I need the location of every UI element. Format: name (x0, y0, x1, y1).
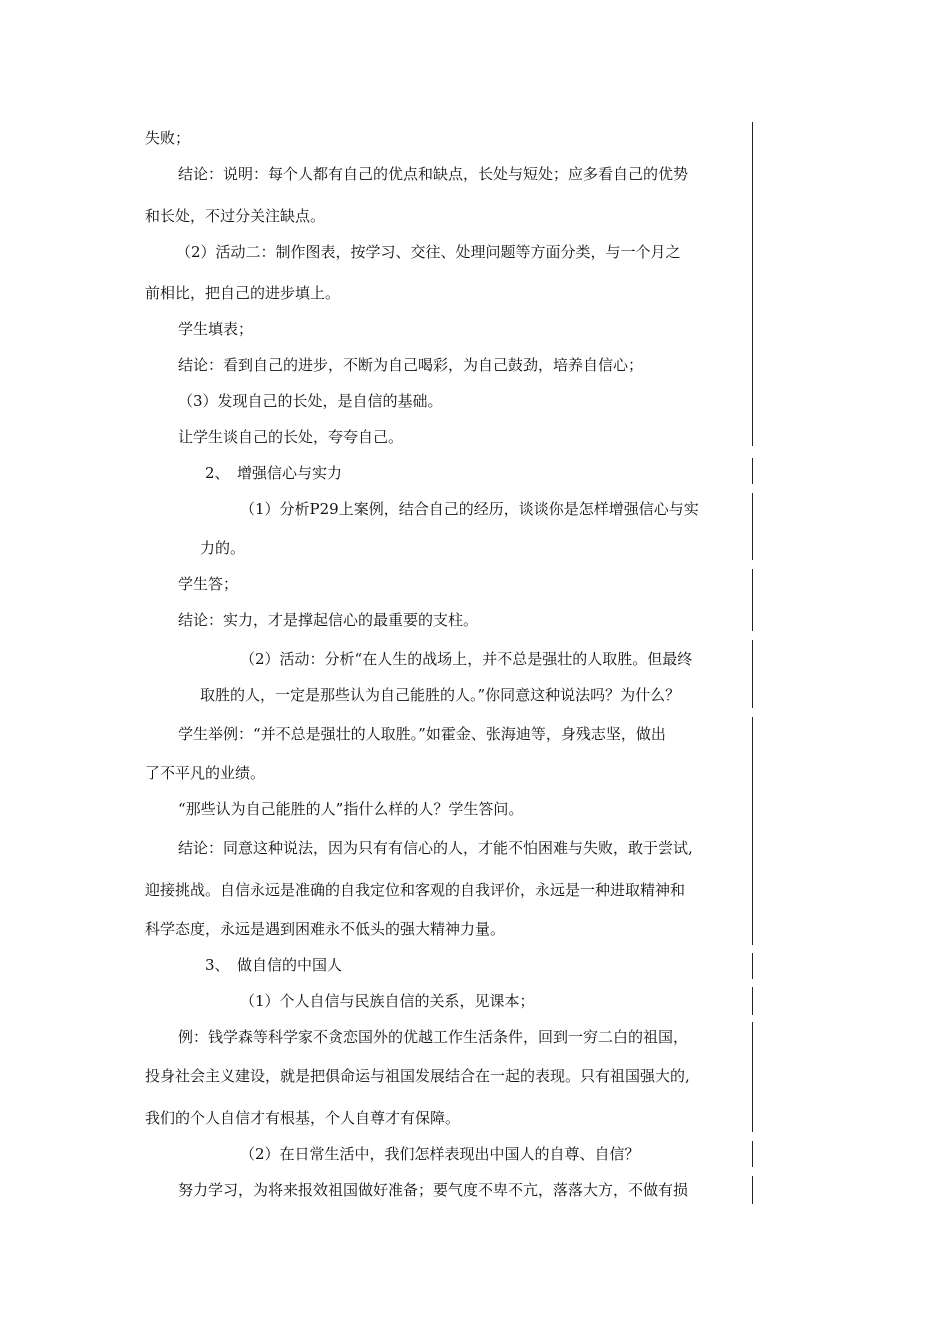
border-segment (752, 717, 753, 945)
text-line: 投身社会主义建设，就是把俱命运与祖国发展结合在一起的表现。只有祖国强大的, (145, 1067, 690, 1085)
border-segment (752, 458, 753, 484)
text-line: （1）分析P29上案例，结合自己的经历，谈谈你是怎样增强信心与实 (240, 500, 699, 518)
text-line: 科学态度，永远是遇到困难永不低头的强大精神力量。 (145, 920, 506, 938)
text-line: （3）发现自己的长处，是自信的基础。 (178, 392, 443, 410)
text-line: 结论：说明：每个人都有自己的优点和缺点，长处与短处；应多看自己的优势 (178, 165, 689, 183)
border-segment (752, 569, 753, 631)
border-segment (752, 122, 753, 446)
text-line: 学生答； (178, 575, 239, 593)
text-line: 结论：看到自己的进步，不断为自己喝彩，为自己鼓劲，培养自信心； (178, 356, 644, 374)
text-line: 学生填表； (178, 320, 254, 338)
text-line: 失败； (145, 129, 191, 147)
text-line: 努力学习，为将来报效祖国做好准备；要气度不卑不亢，落落大方，不做有损 (178, 1181, 689, 1199)
text-line: 学生举例：“并不总是强壮的人取胜。”如霍金、张海迪等，身残志坚，做出 (178, 725, 666, 743)
border-segment (752, 953, 753, 979)
text-line: 结论：实力，才是撑起信心的最重要的支柱。 (178, 611, 479, 629)
text-line: 了不平凡的业绩。 (145, 764, 266, 782)
border-segment (752, 1141, 753, 1167)
section-heading: 3、 做自信的中国人 (205, 956, 343, 974)
section-heading: 2、 增强信心与实力 (205, 464, 343, 482)
text-line: 取胜的人，一定是那些认为自己能胜的人。”你同意这种说法吗？为什么？ (200, 686, 681, 704)
text-line: 迎接挑战。自信永远是准确的自我定位和客观的自我评价，永远是一种进取精神和 (145, 881, 686, 899)
text-line: 和长处，不过分关注缺点。 (145, 207, 326, 225)
text-line: 前相比，把自己的进步填上。 (145, 284, 341, 302)
text-line: （2）活动：分析“在人生的战场上，并不总是强壮的人取胜。但最终 (240, 650, 693, 668)
text-line: “那些认为自己能胜的人”指什么样的人？学生答问。 (178, 800, 524, 818)
text-line: 结论：同意这种说法，因为只有有信心的人，才能不怕困难与失败，敢于尝试, (178, 839, 693, 857)
border-segment (752, 987, 753, 1015)
border-segment (752, 1022, 753, 1132)
text-line: （1）个人自信与民族自信的关系，见课本； (240, 992, 535, 1010)
text-line: （2）在日常生活中，我们怎样表现出中国人的自尊、自信？ (240, 1145, 640, 1163)
text-line: 我们的个人自信才有根基，个人自尊才有保障。 (145, 1109, 461, 1127)
border-segment (752, 493, 753, 560)
border-segment (752, 1176, 753, 1204)
text-line: （2）活动二：制作图表，按学习、交往、处理问题等方面分类，与一个月之 (176, 243, 681, 261)
text-line: 例：钱学森等科学家不贪恋国外的优越工作生活条件，回到一穷二白的祖国， (178, 1028, 689, 1046)
text-line: 力的。 (200, 539, 246, 557)
text-line: 让学生谈自己的长处，夸夸自己。 (178, 428, 404, 446)
border-segment (752, 640, 753, 708)
